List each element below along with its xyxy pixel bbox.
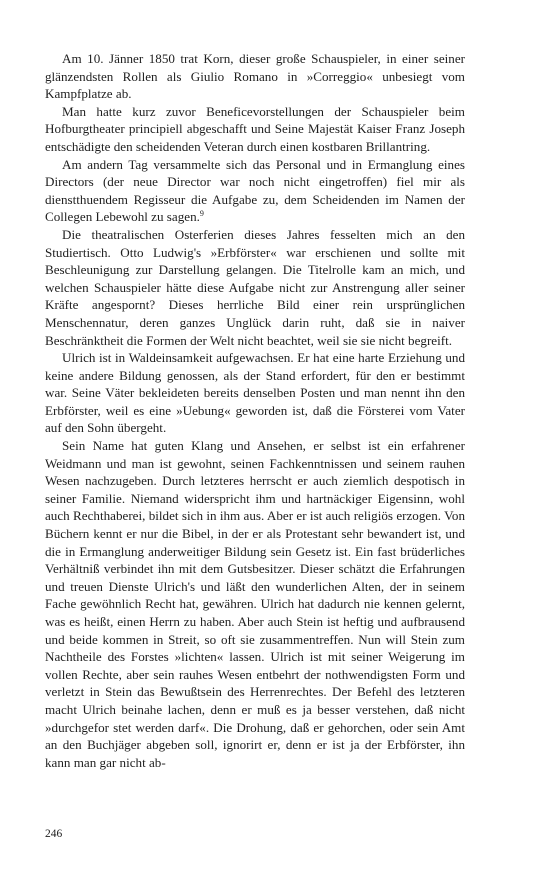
- paragraph: Die theatralischen Osterferien dieses Jahres fesselten mich an den Studiertisch. Otto Ludwig's »Erbförster« war erschienen und sollte mit Beschleunigung zur Darstellung gelangen. Die Titelrolle kam an mich, und welchen Schauspieler hätte diese Aufgabe nicht zur Anstrengung aller seiner Kräfte angespornt? Dieses herrliche Bild einer rein ursprünglichen Menschennatur, deren ganzes Unglück darin ruht, daß sie in naiver Beschränktheit die Formen der Welt nicht beachtet, weil sie sie nicht begreift.: [45, 226, 465, 348]
- paragraph: Am 10. Jänner 1850 trat Korn, dieser große Schauspieler, in einer seiner glänzendsten Rollen als Giulio Romano in »Correggio« unbesiegt vom Kampfplatze ab.: [45, 51, 465, 102]
- paragraph: Ulrich ist in Waldeinsamkeit aufgewachsen. Er hat eine harte Erziehung und keine andere Bildung genossen, als der Stand erfordert, für den er bestimmt war. Seine Väter bekleideten bereits denselben Posten und man nennt ihn den Erbförster, weil es eine »Uebung« geworden ist, daß die Försterei vom Vater auf den Sohn übergeht.: [45, 350, 465, 436]
- paragraph-text: Am andern Tag versammelte sich das Personal und in Ermanglung eines Directors (der neue Director war noch nicht eingetroffen) fiel mir als dienstthuendem Regisseur die Aufgabe zu, dem Scheidenden im Namen der Collegen Lebewohl zu sagen.: [45, 156, 465, 225]
- paragraph: [45, 156, 465, 226]
- paragraph: Man hatte kurz zuvor Beneficevorstellungen der Schauspieler beim Hofburgtheater principiell abgeschafft und Seine Majestät Kaiser Franz Joseph entschädigte den scheidenden Veteran durch einen kostbaren Brillantring.: [45, 103, 465, 154]
- body-text: [45, 50, 465, 771]
- paragraph: Sein Name hat guten Klang und Ansehen, er selbst ist ein erfahrener Weidmann und man ist gewohnt, seinen Fachkenntnissen und seinem rauhen Wesen nachzugeben. Durch letzteres herrscht er auch ziemlich despotisch in seiner Familie. Niemand widerspricht ihm und hartnäckiger Eigensinn, wohl auch Rechthaberei, bildet sich in ihm aus. Aber er ist auch religiös erzogen. Von Büchern kennt er nur die Bibel, in der er als Protestant sehr bewandert ist, und die in Ermanglung anderweitiger Bildung sein Gesetz ist. Ein fast brüderliches Verhältniß verbindet ihn mit dem Gutsbesitzer. Dieser schätzt die Erfahrungen und treuen Dienste Ulrich's und läßt den wunderlichen Alten, der in seinem Fache gewöhnlich Recht hat, gewähren. Ulrich hat dadurch nie kennen gelernt, was es heißt, einen Herrn zu haben. Aber auch Stein ist heftig und aufbrausend und beide kommen in Streit, so oft sie zusammentreffen. Nun will Stein zum Nachtheile des Forstes »lichten« lassen. Ulrich ist mit seiner Weigerung im vollen Rechte, aber sein rauhes Wesen entbehrt der nothwendigsten Form und verletzt in Stein das Bewußtsein des Herrenrechtes. Der Befehl des letzteren macht Ulrich beinahe lachen, denn er muß es ja besser verstehen, daß nicht »durchgefor stet werden darf«. Die Drohung, daß er gehorchen, oder sein Amt an den Buchjäger abgeben soll, ignorirt er, denn er ist ja der Erbförster, ihn kann man gar nicht ab-: [45, 438, 465, 770]
- page-number: 246: [45, 828, 63, 840]
- footnote-marker: 9: [199, 209, 204, 219]
